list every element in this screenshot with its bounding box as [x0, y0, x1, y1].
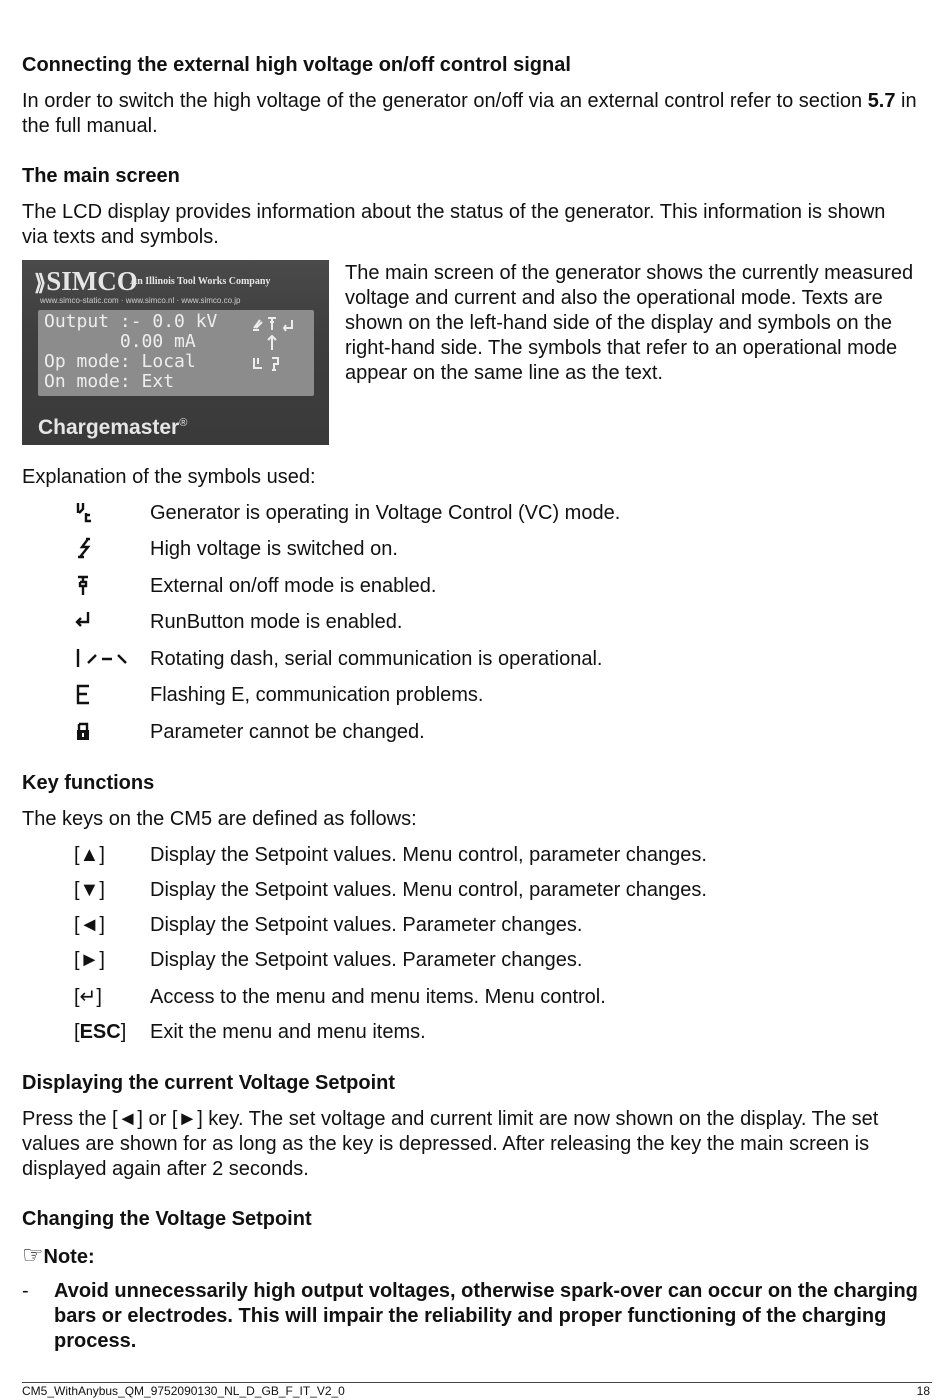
section-reference: 5.7 [867, 90, 896, 112]
symbol-description: Flashing E, communication problems. [150, 684, 484, 706]
key-down-label: [▼] [74, 879, 105, 901]
display-setpoint-text: Press the [◄] or [►] key. The set voltage and current limit are now shown on the display. The set values are shown for as long as the key is depressed. After releasing the key the main screen is displayed again after 2 seconds. [22, 1108, 879, 1180]
lcd-line-op-mode: Op mode: Local [44, 351, 196, 372]
pointing-hand-icon: ☞ [22, 1241, 44, 1269]
simco-tagline: An Illinois Tool Works Company [130, 276, 271, 287]
key-up-label: [▲] [74, 844, 105, 866]
symbol-description: Generator is operating in Voltage Control (VC) mode. [150, 502, 621, 524]
external-text-after: in the full manual. [22, 90, 917, 137]
chargemaster-logo: Chargemaster® [38, 416, 188, 439]
external-text-before: In order to switch the high voltage of the generator on/off via an external control refer to section [22, 90, 868, 112]
heading-change-setpoint: Changing the Voltage Setpoint [22, 1208, 312, 1230]
key-enter-label: [↵] [74, 986, 102, 1008]
warning-text: Avoid unnecessarily high output voltages, otherwise spark-over can occur on the charging bars or electrodes. This will impair the reliability and proper functioning of the charging process. [54, 1280, 918, 1352]
note-label [22, 1243, 95, 1270]
key-description: Display the Setpoint values. Parameter changes. [150, 914, 583, 936]
heading-key-functions: Key functions [22, 772, 155, 794]
simco-logo: ⟫SIMCO [34, 266, 138, 296]
symbols-intro: Explanation of the symbols used: [22, 466, 316, 488]
key-description: Display the Setpoint values. Menu control, parameter changes. [150, 879, 707, 901]
heading-display-setpoint: Displaying the current Voltage Setpoint [22, 1072, 396, 1094]
key-left-label: [◄] [74, 914, 105, 936]
run-button-icon [74, 610, 98, 634]
bullet-dash: - [22, 1280, 29, 1302]
footer-page-number: 18 [916, 1384, 930, 1398]
keys-intro: The keys on the CM5 are defined as follows: [22, 808, 417, 830]
symbol-description: Rotating dash, serial communication is operational. [150, 648, 603, 670]
symbol-description: External on/off mode is enabled. [150, 575, 437, 597]
key-description: Display the Setpoint values. Menu control, parameter changes. [150, 844, 707, 866]
lcd-status-symbols-icon [250, 314, 310, 392]
lcd-line-output: Output :- 0.0 kV [44, 311, 218, 332]
lock-icon [74, 720, 98, 744]
lcd-display-image [22, 260, 329, 445]
symbol-description: Parameter cannot be changed. [150, 721, 425, 743]
lcd-line-current: 0.00 mA [44, 331, 196, 352]
key-description: Access to the menu and menu items. Menu control. [150, 986, 606, 1008]
symbol-description: High voltage is switched on. [150, 538, 398, 560]
key-right-label: [►] [74, 949, 105, 971]
lcd-line-on-mode: On mode: Ext [44, 371, 175, 392]
heading-external-control: Connecting the external high voltage on/off control signal [22, 54, 571, 76]
main-screen-description: The main screen of the generator shows the currently measured voltage and current and also the operational mode. Texts are shown on the left-hand side of the display and symbols on the right-hand side. The symbols that refer to an operational mode appear on the same line as the text. [345, 262, 914, 384]
key-description: Display the Setpoint values. Parameter changes. [150, 949, 583, 971]
external-control-text [22, 89, 930, 139]
key-description: Exit the menu and menu items. [150, 1021, 426, 1043]
rotating-dash-icon [74, 647, 134, 671]
flashing-e-icon [74, 683, 98, 707]
voltage-control-icon [74, 501, 98, 525]
simco-urls: www.simco-static.com · www.simco.nl · www.simco.co.jp [40, 296, 241, 305]
key-esc-label: [ESC] [74, 1021, 127, 1043]
external-mode-icon [74, 574, 98, 598]
main-screen-intro: The LCD display provides information about the status of the generator. This information is shown via texts and symbols. [22, 201, 886, 248]
note-text: Note: [43, 1246, 95, 1268]
high-voltage-on-icon [74, 537, 98, 561]
symbol-description: RunButton mode is enabled. [150, 611, 403, 633]
heading-main-screen: The main screen [22, 165, 180, 187]
lcd-screen [38, 310, 314, 396]
footer-divider [22, 1382, 932, 1383]
footer-doc-id: CM5_WithAnybus_QM_9752090130_NL_D_GB_F_IT_V2_0 [22, 1384, 345, 1398]
